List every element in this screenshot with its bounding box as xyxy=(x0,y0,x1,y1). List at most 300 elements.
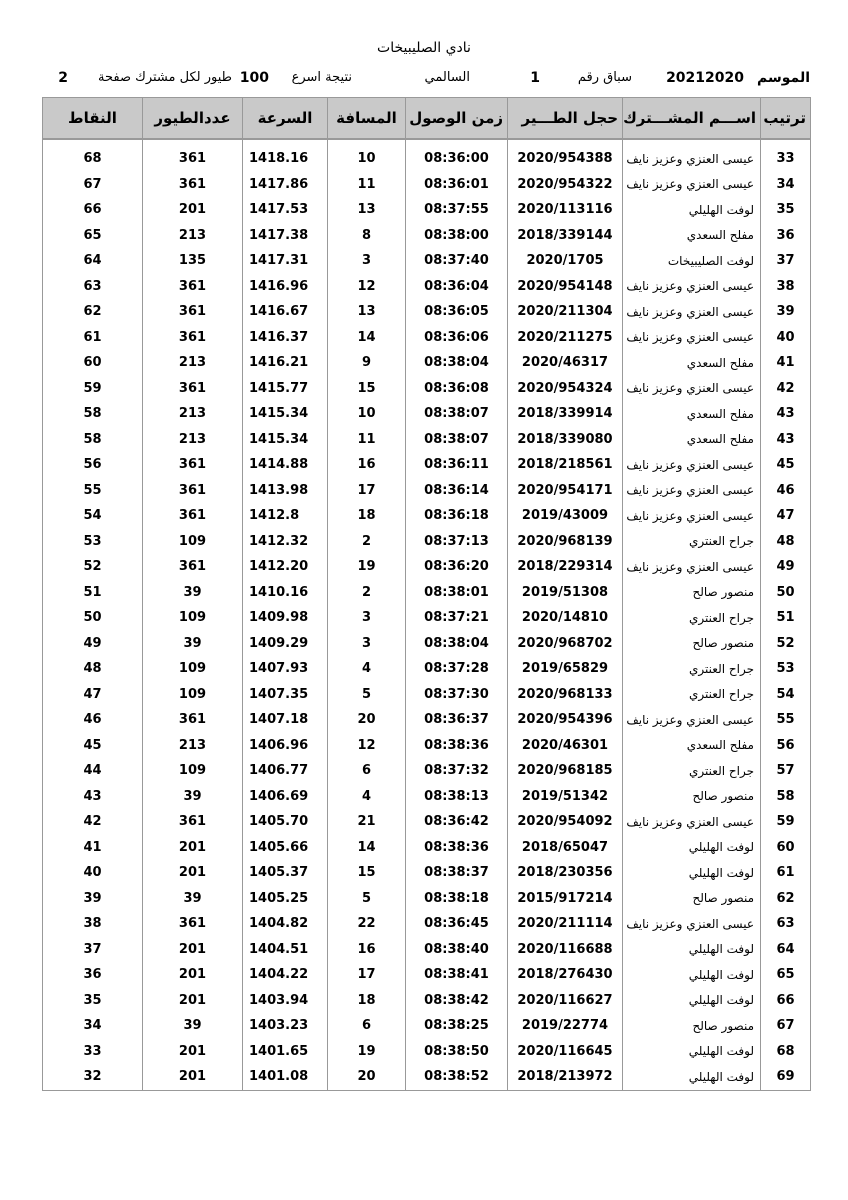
cell-distance: 11 xyxy=(328,427,406,453)
cell-ring: 2020/954322 xyxy=(508,172,623,198)
cell-bird-count: 361 xyxy=(143,325,243,351)
cell-arrival: 08:36:00 xyxy=(406,146,508,172)
cell-name: لوفت الهليلي xyxy=(623,835,761,861)
cell-distance: 5 xyxy=(328,682,406,708)
cell-name: مفلح السعدي xyxy=(623,350,761,376)
table-row xyxy=(43,682,811,708)
season-value: 20212020 xyxy=(666,70,744,86)
cell-name: عيسى العنزي وعزيز نايف xyxy=(623,146,761,172)
cell-arrival: 08:37:13 xyxy=(406,529,508,555)
cell-bird-count: 361 xyxy=(143,478,243,504)
cell-distance: 15 xyxy=(328,860,406,886)
cell-arrival: 08:36:06 xyxy=(406,325,508,351)
cell-rank: 55 xyxy=(761,707,811,733)
cell-arrival: 08:38:40 xyxy=(406,937,508,963)
cell-speed: 1404.82 xyxy=(243,911,328,937)
cell-arrival: 08:38:36 xyxy=(406,835,508,861)
cell-rank: 58 xyxy=(761,784,811,810)
cell-speed: 1407.18 xyxy=(243,707,328,733)
table-row xyxy=(43,401,811,427)
cell-arrival: 08:37:32 xyxy=(406,758,508,784)
cell-speed: 1405.25 xyxy=(243,886,328,912)
cell-name: منصور صالح xyxy=(623,1013,761,1039)
cell-ring: 2019/65829 xyxy=(508,656,623,682)
cell-speed: 1415.34 xyxy=(243,427,328,453)
result-label: نتيجة اسرع xyxy=(291,70,352,85)
table-body xyxy=(43,139,811,1090)
cell-name: عيسى العنزي وعزيز نايف xyxy=(623,809,761,835)
cell-arrival: 08:38:18 xyxy=(406,886,508,912)
cell-name: مفلح السعدي xyxy=(623,223,761,249)
cell-arrival: 08:38:07 xyxy=(406,427,508,453)
cell-rank: 43 xyxy=(761,401,811,427)
cell-rank: 52 xyxy=(761,631,811,657)
cell-ring: 2020/954148 xyxy=(508,274,623,300)
cell-bird-count: 109 xyxy=(143,682,243,708)
cell-arrival: 08:36:01 xyxy=(406,172,508,198)
cell-ring: 2020/968702 xyxy=(508,631,623,657)
cell-points: 63 xyxy=(43,274,143,300)
cell-rank: 65 xyxy=(761,962,811,988)
cell-name: عيسى العنزي وعزيز نايف xyxy=(623,478,761,504)
table-row xyxy=(43,886,811,912)
table-row xyxy=(43,452,811,478)
table-row xyxy=(43,299,811,325)
cell-rank: 69 xyxy=(761,1064,811,1090)
cell-distance: 4 xyxy=(328,656,406,682)
cell-distance: 12 xyxy=(328,274,406,300)
table-row xyxy=(43,427,811,453)
table-row xyxy=(43,223,811,249)
cell-distance: 13 xyxy=(328,197,406,223)
cell-name: عيسى العنزي وعزيز نايف xyxy=(623,376,761,402)
cell-rank: 67 xyxy=(761,1013,811,1039)
cell-points: 62 xyxy=(43,299,143,325)
cell-points: 34 xyxy=(43,1013,143,1039)
cell-bird-count: 201 xyxy=(143,937,243,963)
table-row xyxy=(43,1064,811,1090)
cell-bird-count: 39 xyxy=(143,886,243,912)
cell-points: 39 xyxy=(43,886,143,912)
cell-arrival: 08:38:07 xyxy=(406,401,508,427)
cell-ring: 2020/14810 xyxy=(508,605,623,631)
cell-name: لوفت الهليلي xyxy=(623,937,761,963)
cell-name: جراح العنتري xyxy=(623,656,761,682)
cell-name: عيسى العنزي وعزيز نايف xyxy=(623,503,761,529)
cell-speed: 1413.98 xyxy=(243,478,328,504)
table-row xyxy=(43,146,811,172)
cell-points: 49 xyxy=(43,631,143,657)
table-row xyxy=(43,733,811,759)
cell-rank: 60 xyxy=(761,835,811,861)
result-count: 100 xyxy=(239,70,269,86)
cell-points: 38 xyxy=(43,911,143,937)
cell-rank: 54 xyxy=(761,682,811,708)
table-row xyxy=(43,529,811,555)
race-label: سباق رقم xyxy=(577,70,632,85)
cell-speed: 1412.20 xyxy=(243,554,328,580)
cell-ring: 2020/211275 xyxy=(508,325,623,351)
cell-distance: 21 xyxy=(328,809,406,835)
cell-name: جراح العنتري xyxy=(623,682,761,708)
cell-distance: 20 xyxy=(328,1064,406,1090)
cell-arrival: 08:36:05 xyxy=(406,299,508,325)
cell-points: 46 xyxy=(43,707,143,733)
cell-points: 35 xyxy=(43,988,143,1014)
cell-rank: 59 xyxy=(761,809,811,835)
cell-ring: 2020/116627 xyxy=(508,988,623,1014)
cell-speed: 1412.8 xyxy=(243,503,328,529)
cell-points: 36 xyxy=(43,962,143,988)
col-header-name: اســـم المشـــترك xyxy=(623,98,761,140)
cell-ring: 2020/954171 xyxy=(508,478,623,504)
cell-speed: 1417.53 xyxy=(243,197,328,223)
cell-points: 53 xyxy=(43,529,143,555)
table-row xyxy=(43,962,811,988)
cell-name: عيسى العنزي وعزيز نايف xyxy=(623,707,761,733)
cell-bird-count: 361 xyxy=(143,554,243,580)
table-header-row xyxy=(43,98,811,140)
cell-bird-count: 213 xyxy=(143,733,243,759)
cell-rank: 37 xyxy=(761,248,811,274)
cell-points: 47 xyxy=(43,682,143,708)
cell-points: 43 xyxy=(43,784,143,810)
cell-rank: 46 xyxy=(761,478,811,504)
cell-name: منصور صالح xyxy=(623,886,761,912)
col-header-bird-count: عددالطيور xyxy=(143,98,243,140)
cell-rank: 35 xyxy=(761,197,811,223)
cell-rank: 53 xyxy=(761,656,811,682)
cell-points: 66 xyxy=(43,197,143,223)
cell-points: 48 xyxy=(43,656,143,682)
cell-points: 50 xyxy=(43,605,143,631)
cell-bird-count: 109 xyxy=(143,605,243,631)
cell-rank: 36 xyxy=(761,223,811,249)
cell-distance: 4 xyxy=(328,784,406,810)
cell-rank: 47 xyxy=(761,503,811,529)
cell-name: لوفت الصليبيخات xyxy=(623,248,761,274)
cell-distance: 2 xyxy=(328,529,406,555)
cell-bird-count: 213 xyxy=(143,401,243,427)
cell-bird-count: 201 xyxy=(143,962,243,988)
table-row xyxy=(43,580,811,606)
table-row xyxy=(43,1013,811,1039)
cell-distance: 6 xyxy=(328,1013,406,1039)
cell-speed: 1418.16 xyxy=(243,146,328,172)
race-meta-line xyxy=(40,70,810,90)
cell-speed: 1406.69 xyxy=(243,784,328,810)
cell-arrival: 08:37:28 xyxy=(406,656,508,682)
cell-points: 61 xyxy=(43,325,143,351)
cell-points: 54 xyxy=(43,503,143,529)
cell-points: 67 xyxy=(43,172,143,198)
cell-name: لوفت الهليلي xyxy=(623,962,761,988)
cell-ring: 2018/213972 xyxy=(508,1064,623,1090)
cell-rank: 42 xyxy=(761,376,811,402)
cell-points: 37 xyxy=(43,937,143,963)
cell-arrival: 08:36:11 xyxy=(406,452,508,478)
cell-distance: 13 xyxy=(328,299,406,325)
cell-arrival: 08:38:25 xyxy=(406,1013,508,1039)
cell-bird-count: 201 xyxy=(143,860,243,886)
table-row xyxy=(43,274,811,300)
cell-speed: 1417.31 xyxy=(243,248,328,274)
cell-name: منصور صالح xyxy=(623,580,761,606)
club-title: نادي الصليبيخات xyxy=(377,40,471,56)
cell-speed: 1415.34 xyxy=(243,401,328,427)
cell-points: 41 xyxy=(43,835,143,861)
cell-distance: 18 xyxy=(328,988,406,1014)
cell-name: مفلح السعدي xyxy=(623,401,761,427)
cell-rank: 33 xyxy=(761,146,811,172)
cell-ring: 2020/211114 xyxy=(508,911,623,937)
cell-speed: 1406.96 xyxy=(243,733,328,759)
cell-rank: 39 xyxy=(761,299,811,325)
cell-rank: 66 xyxy=(761,988,811,1014)
cell-ring: 2015/917214 xyxy=(508,886,623,912)
table-row xyxy=(43,197,811,223)
cell-name: مفلح السعدي xyxy=(623,733,761,759)
cell-name: جراح العنتري xyxy=(623,758,761,784)
cell-distance: 8 xyxy=(328,223,406,249)
cell-name: لوفت الهليلي xyxy=(623,1064,761,1090)
cell-rank: 56 xyxy=(761,733,811,759)
cell-arrival: 08:36:45 xyxy=(406,911,508,937)
cell-distance: 14 xyxy=(328,325,406,351)
cell-arrival: 08:38:37 xyxy=(406,860,508,886)
cell-speed: 1405.70 xyxy=(243,809,328,835)
cell-distance: 12 xyxy=(328,733,406,759)
cell-ring: 2018/65047 xyxy=(508,835,623,861)
cell-arrival: 08:38:04 xyxy=(406,350,508,376)
cell-distance: 16 xyxy=(328,937,406,963)
cell-arrival: 08:38:36 xyxy=(406,733,508,759)
cell-bird-count: 361 xyxy=(143,707,243,733)
cell-speed: 1405.37 xyxy=(243,860,328,886)
table-row xyxy=(43,554,811,580)
cell-points: 56 xyxy=(43,452,143,478)
cell-arrival: 08:38:13 xyxy=(406,784,508,810)
cell-points: 58 xyxy=(43,401,143,427)
cell-arrival: 08:36:14 xyxy=(406,478,508,504)
cell-rank: 62 xyxy=(761,886,811,912)
table-row xyxy=(43,478,811,504)
table-row xyxy=(43,248,811,274)
cell-name: منصور صالح xyxy=(623,631,761,657)
cell-name: عيسى العنزي وعزيز نايف xyxy=(623,911,761,937)
cell-ring: 2020/116645 xyxy=(508,1039,623,1065)
cell-distance: 10 xyxy=(328,146,406,172)
cell-ring: 2020/954092 xyxy=(508,809,623,835)
cell-arrival: 08:37:55 xyxy=(406,197,508,223)
cell-rank: 57 xyxy=(761,758,811,784)
cell-arrival: 08:36:42 xyxy=(406,809,508,835)
cell-arrival: 08:38:42 xyxy=(406,988,508,1014)
cell-rank: 50 xyxy=(761,580,811,606)
table-row xyxy=(43,631,811,657)
cell-points: 40 xyxy=(43,860,143,886)
cell-points: 51 xyxy=(43,580,143,606)
cell-speed: 1417.86 xyxy=(243,172,328,198)
cell-ring: 2020/46317 xyxy=(508,350,623,376)
cell-distance: 17 xyxy=(328,478,406,504)
cell-points: 33 xyxy=(43,1039,143,1065)
cell-ring: 2018/339080 xyxy=(508,427,623,453)
cell-name: مفلح السعدي xyxy=(623,427,761,453)
cell-bird-count: 361 xyxy=(143,503,243,529)
cell-name: لوفت الهليلي xyxy=(623,860,761,886)
cell-name: لوفت الهليلي xyxy=(623,988,761,1014)
cell-bird-count: 361 xyxy=(143,146,243,172)
cell-ring: 2020/968139 xyxy=(508,529,623,555)
cell-ring: 2020/113116 xyxy=(508,197,623,223)
cell-speed: 1404.51 xyxy=(243,937,328,963)
cell-rank: 45 xyxy=(761,452,811,478)
cell-ring: 2019/43009 xyxy=(508,503,623,529)
cell-name: لوفت الهليلي xyxy=(623,197,761,223)
cell-name: عيسى العنزي وعزيز نايف xyxy=(623,325,761,351)
cell-ring: 2018/229314 xyxy=(508,554,623,580)
cell-name: لوفت الهليلي xyxy=(623,1039,761,1065)
cell-rank: 41 xyxy=(761,350,811,376)
cell-bird-count: 213 xyxy=(143,223,243,249)
cell-distance: 6 xyxy=(328,758,406,784)
cell-speed: 1407.35 xyxy=(243,682,328,708)
cell-speed: 1415.77 xyxy=(243,376,328,402)
table-row xyxy=(43,988,811,1014)
cell-bird-count: 201 xyxy=(143,835,243,861)
cell-points: 44 xyxy=(43,758,143,784)
cell-rank: 49 xyxy=(761,554,811,580)
table-row xyxy=(43,656,811,682)
cell-bird-count: 39 xyxy=(143,1013,243,1039)
cell-points: 45 xyxy=(43,733,143,759)
cell-bird-count: 201 xyxy=(143,1064,243,1090)
cell-bird-count: 361 xyxy=(143,452,243,478)
col-header-arrival: زمن الوصول xyxy=(406,98,508,140)
cell-ring: 2020/954324 xyxy=(508,376,623,402)
col-header-rank: ترتيب xyxy=(761,98,811,140)
cell-arrival: 08:36:08 xyxy=(406,376,508,402)
cell-distance: 17 xyxy=(328,962,406,988)
cell-arrival: 08:38:01 xyxy=(406,580,508,606)
cell-distance: 16 xyxy=(328,452,406,478)
cell-speed: 1403.23 xyxy=(243,1013,328,1039)
cell-speed: 1409.29 xyxy=(243,631,328,657)
cell-points: 60 xyxy=(43,350,143,376)
cell-distance: 18 xyxy=(328,503,406,529)
cell-arrival: 08:36:37 xyxy=(406,707,508,733)
cell-ring: 2018/276430 xyxy=(508,962,623,988)
cell-bird-count: 109 xyxy=(143,656,243,682)
cell-name: عيسى العنزي وعزيز نايف xyxy=(623,452,761,478)
table-row xyxy=(43,860,811,886)
cell-ring: 2019/22774 xyxy=(508,1013,623,1039)
cell-points: 42 xyxy=(43,809,143,835)
table-row xyxy=(43,605,811,631)
season-label: الموسم xyxy=(757,70,810,86)
cell-distance: 11 xyxy=(328,172,406,198)
col-header-distance: المسافة xyxy=(328,98,406,140)
cell-name: عيسى العنزي وعزيز نايف xyxy=(623,554,761,580)
cell-rank: 43 xyxy=(761,427,811,453)
cell-distance: 19 xyxy=(328,1039,406,1065)
cell-speed: 1401.65 xyxy=(243,1039,328,1065)
cell-ring: 2020/968185 xyxy=(508,758,623,784)
cell-ring: 2019/51308 xyxy=(508,580,623,606)
cell-arrival: 08:38:00 xyxy=(406,223,508,249)
cell-speed: 1416.96 xyxy=(243,274,328,300)
cell-speed: 1410.16 xyxy=(243,580,328,606)
cell-ring: 2020/1705 xyxy=(508,248,623,274)
cell-points: 64 xyxy=(43,248,143,274)
cell-speed: 1416.21 xyxy=(243,350,328,376)
cell-arrival: 08:38:41 xyxy=(406,962,508,988)
table-row xyxy=(43,911,811,937)
cell-rank: 38 xyxy=(761,274,811,300)
cell-points: 32 xyxy=(43,1064,143,1090)
cell-distance: 10 xyxy=(328,401,406,427)
cell-arrival: 08:38:04 xyxy=(406,631,508,657)
cell-ring: 2020/46301 xyxy=(508,733,623,759)
cell-points: 65 xyxy=(43,223,143,249)
col-header-points: النقاط xyxy=(43,98,143,140)
cell-name: عيسى العنزي وعزيز نايف xyxy=(623,274,761,300)
cell-distance: 20 xyxy=(328,707,406,733)
cell-distance: 9 xyxy=(328,350,406,376)
cell-distance: 14 xyxy=(328,835,406,861)
table-row xyxy=(43,835,811,861)
cell-rank: 68 xyxy=(761,1039,811,1065)
cell-arrival: 08:36:20 xyxy=(406,554,508,580)
cell-bird-count: 361 xyxy=(143,911,243,937)
cell-points: 68 xyxy=(43,146,143,172)
cell-speed: 1406.77 xyxy=(243,758,328,784)
cell-points: 59 xyxy=(43,376,143,402)
cell-rank: 48 xyxy=(761,529,811,555)
cell-bird-count: 109 xyxy=(143,758,243,784)
cell-name: منصور صالح xyxy=(623,784,761,810)
cell-ring: 2019/51342 xyxy=(508,784,623,810)
cell-bird-count: 213 xyxy=(143,350,243,376)
cell-rank: 61 xyxy=(761,860,811,886)
cell-name: عيسى العنزي وعزيز نايف xyxy=(623,299,761,325)
cell-rank: 51 xyxy=(761,605,811,631)
table-row xyxy=(43,937,811,963)
cell-rank: 63 xyxy=(761,911,811,937)
cell-bird-count: 39 xyxy=(143,784,243,810)
col-header-speed: السرعة xyxy=(243,98,328,140)
cell-points: 55 xyxy=(43,478,143,504)
cell-ring: 2018/230356 xyxy=(508,860,623,886)
table-row xyxy=(43,376,811,402)
cell-ring: 2020/211304 xyxy=(508,299,623,325)
cell-speed: 1416.37 xyxy=(243,325,328,351)
cell-points: 58 xyxy=(43,427,143,453)
table-row xyxy=(43,503,811,529)
cell-arrival: 08:38:52 xyxy=(406,1064,508,1090)
cell-ring: 2020/968133 xyxy=(508,682,623,708)
cell-bird-count: 201 xyxy=(143,197,243,223)
spacer-row xyxy=(43,139,811,146)
cell-ring: 2020/954396 xyxy=(508,707,623,733)
cell-ring: 2018/339144 xyxy=(508,223,623,249)
table-row xyxy=(43,758,811,784)
table-row xyxy=(43,1039,811,1065)
cell-ring: 2018/339914 xyxy=(508,401,623,427)
cell-bird-count: 39 xyxy=(143,580,243,606)
cell-rank: 40 xyxy=(761,325,811,351)
